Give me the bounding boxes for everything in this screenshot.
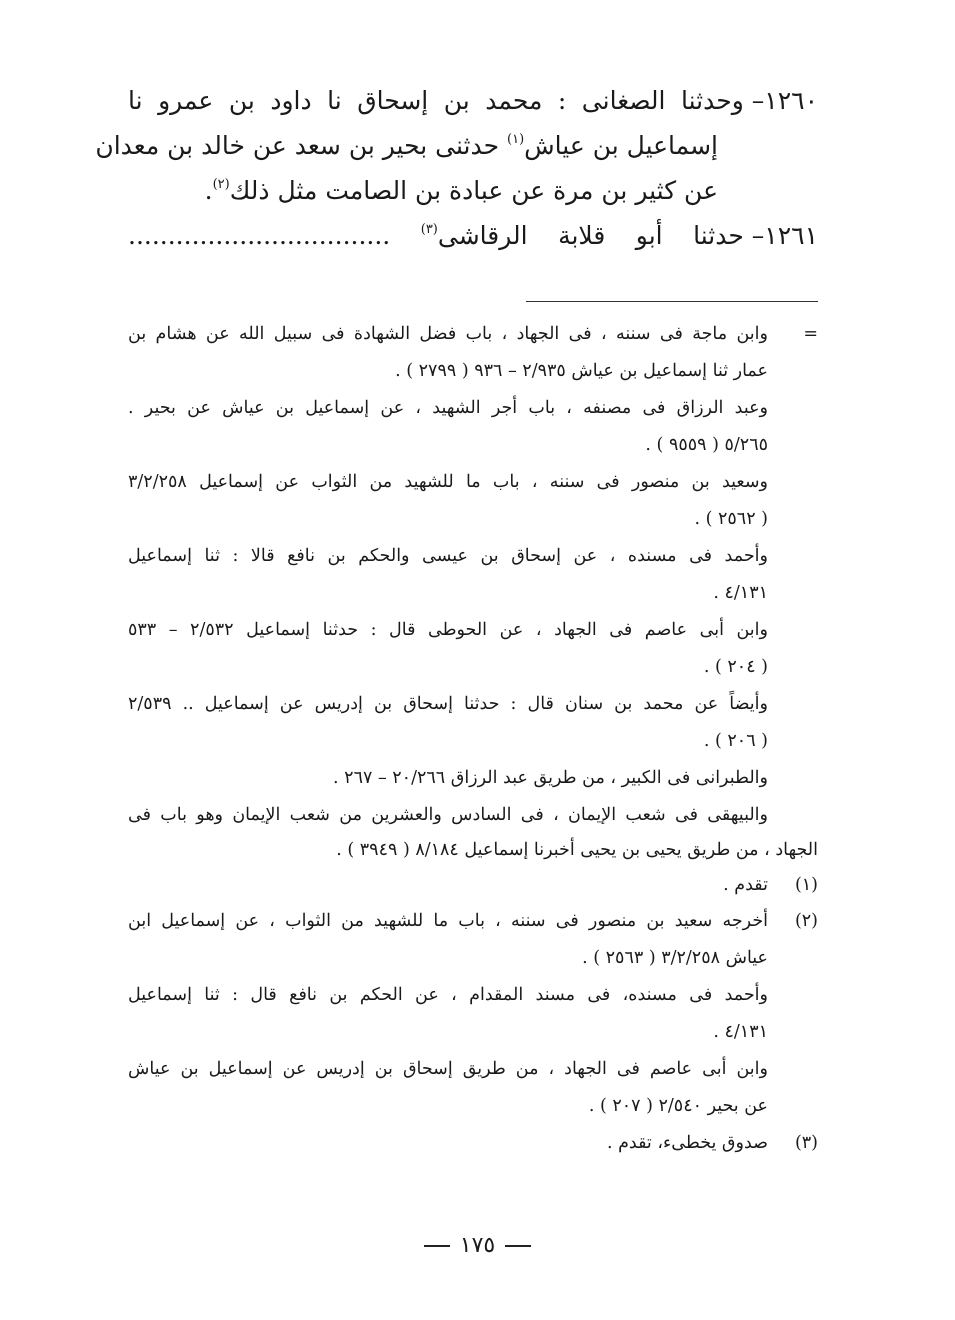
footnote-line [128, 612, 818, 649]
footnote-text: تقدم . [723, 875, 768, 895]
footnote-line [128, 316, 818, 353]
footnote-text: أخرجه سعيد بن منصور فى سننه ، باب ما للشهيد من الثواب ، عن إسماعيل ابن [128, 911, 768, 931]
footnote-text: الجهاد ، من طريق يحيى بن يحيى أخبرنا إسماعيل ٨/١٨٤ ( ٣٩٤٩ ) . [336, 840, 818, 860]
footnote-line [128, 1051, 818, 1088]
footnote-text: وأيضاً عن محمد بن سنان قال : حدثنا إسحاق بن إدريس عن إسماعيل .. ٢/٥٣٩ [128, 694, 768, 714]
dash-left [505, 1245, 531, 1247]
footnote-text: وأحمد فى مسنده ، عن إسحاق بن عيسى والحكم بن نافع قالا : ثنا إسماعيل [128, 546, 768, 566]
hadith-1261-line-1 [128, 213, 818, 258]
footnote-number-1: (١) [794, 875, 818, 895]
footnote-line [128, 538, 818, 575]
footnote-text: ( ٢٠٦ ) . [703, 731, 768, 751]
hadith-text: حدثنا أبو قلابة الرقاشى [437, 221, 744, 250]
footnote-text: ٤/١٣١ . [713, 583, 768, 603]
footnote-line [128, 940, 818, 977]
dash-right [424, 1245, 450, 1247]
footnote-2 [128, 903, 818, 940]
hadith-1260-line-3 [128, 168, 818, 213]
footnote-text: ( ٢٥٦٢ ) . [694, 509, 768, 529]
narrator-text: حدثنى بحير بن سعد عن خالد بن معدان [95, 131, 500, 160]
footnote-text: وابن أبى عاصم فى الجهاد ، عن الحوطى قال : حدثنا إسماعيل ٢/٥٣٢ – ٥٣٣ [128, 620, 768, 640]
footnote-text: وأحمد فى مسنده، فى مسند المقدام ، عن الحكم بن نافع قال : ثنا إسماعيل [128, 985, 768, 1005]
footnote-line [128, 1088, 818, 1125]
footnote-separator [526, 301, 818, 302]
footnote-line [128, 797, 818, 833]
continued-marker: = [803, 324, 818, 344]
footnote-number-3: (٣) [794, 1133, 818, 1153]
footnote-line [128, 1014, 818, 1051]
footnote-line [128, 464, 818, 501]
narrator-text: إسماعيل بن عياش [524, 131, 718, 160]
footnote-line [128, 501, 818, 538]
hadith-number-1260: ١٢٦٠– [751, 86, 818, 115]
footnote-ref-3: (٣) [420, 222, 438, 237]
hadith-number-1261: ١٢٦١– [751, 221, 818, 250]
main-text [95, 78, 818, 258]
footnote-text: عياش ٣/٢/٢٥٨ ( ٢٥٦٣ ) . [582, 948, 768, 968]
footnote-line [128, 649, 818, 686]
footnote-line [128, 723, 818, 760]
hadith-text: وحدثنا الصغانى : محمد بن إسحاق نا داود بن عمرو نا [128, 86, 744, 115]
footnote-text: عمار ثنا إسماعيل بن عياش ٢/٩٣٥ – ٩٣٦ ( ٢٧٩٩ ) . [395, 361, 768, 381]
footnote-line [128, 760, 818, 797]
hadith-1260-line-1 [128, 78, 818, 123]
page-number [0, 1229, 955, 1263]
footnote-3 [128, 1125, 818, 1162]
footnote-ref-2: (٢) [212, 177, 230, 192]
footnote-text: وابن ماجة فى سننه ، فى الجهاد ، باب فضل الشهادة فى سبيل الله عن هشام بن [128, 324, 768, 344]
footnote-ref-1: (١) [507, 132, 525, 147]
footnote-text: والبيهقى فى شعب الإيمان ، فى السادس والعشرين من شعب الإيمان وهو باب فى [128, 805, 768, 825]
footnote-text: صدوق يخطىء، تقدم . [606, 1133, 768, 1153]
footnote-1 [128, 868, 818, 903]
narrator-text: عن كثير بن مرة عن عبادة بن الصامت مثل ذلك [229, 176, 718, 205]
footnote-line [128, 427, 818, 464]
footnote-line [128, 833, 818, 868]
footnote-line [128, 390, 818, 427]
footnote-text: وعبد الرزاق فى مصنفه ، باب أجر الشهيد ، عن إسماعيل بن عياش عن بحير . [128, 398, 768, 418]
footnote-text: ( ٢٠٤ ) . [703, 657, 768, 677]
hadith-head [421, 221, 818, 250]
footnote-line [128, 977, 818, 1014]
footnote-text: عن بحير ٢/٥٤٠ ( ٢٠٧ ) . [588, 1096, 768, 1116]
hadith-1260-line-2 [95, 123, 818, 168]
footnote-text: وسعيد بن منصور فى سننه ، باب ما للشهيد من الثواب عن إسماعيل ٣/٢/٢٥٨ [128, 472, 768, 492]
footnote-line [128, 353, 818, 390]
footnote-text: ٥/٢٦٥ ( ٩٥٥٩ ) . [645, 435, 768, 455]
footnote-text: وابن أبى عاصم فى الجهاد ، من طريق إسحاق بن إدريس عن إسماعيل بن عياش [128, 1059, 768, 1079]
footnote-text: والطبرانى فى الكبير ، من طريق عبد الرزاق ٢٠/٢٦٦ – ٢٦٧ . [333, 768, 768, 788]
period: . [204, 176, 213, 205]
page-number-value: ١٧٥ [459, 1233, 496, 1258]
footnotes [128, 316, 818, 1162]
footnote-line [128, 686, 818, 723]
footnote-line [128, 575, 818, 612]
hadith-text [95, 131, 718, 160]
omission-dots: ................................. [128, 221, 391, 250]
footnote-number-2: (٢) [794, 911, 818, 931]
footnote-text: ٤/١٣١ . [713, 1022, 768, 1042]
